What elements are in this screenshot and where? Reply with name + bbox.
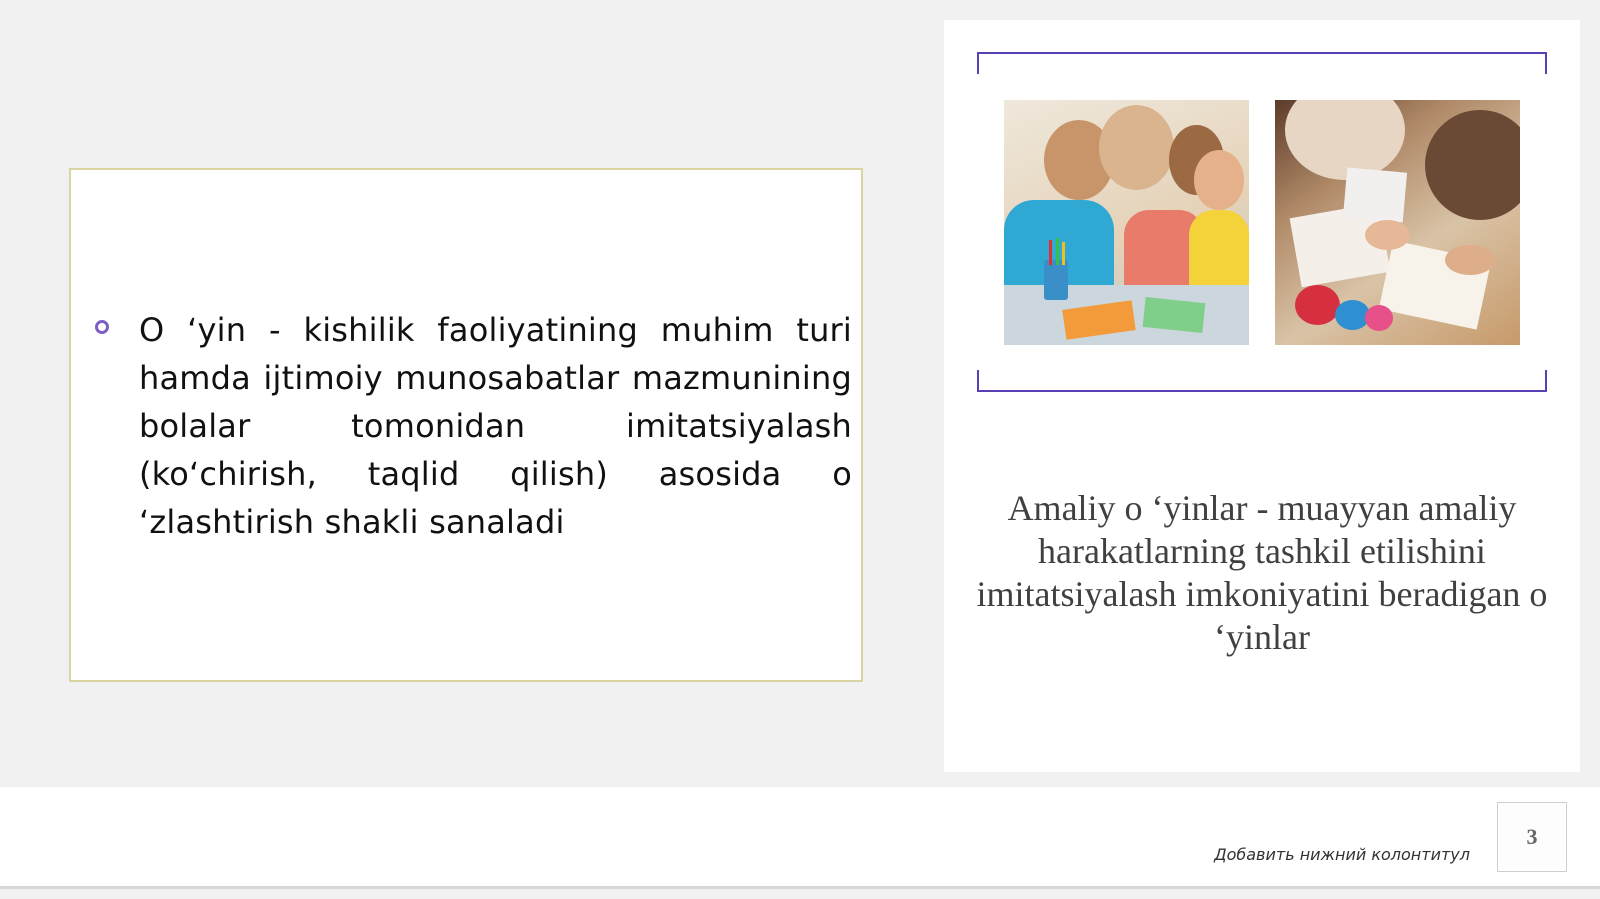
footer-placeholder[interactable]: Добавить нижний колонтитул bbox=[1214, 845, 1470, 864]
slide-footer bbox=[0, 787, 1600, 887]
body-text[interactable]: O ‘yin - kishilik faoliyatining muhim turi hamda ijtimoiy munosabatlar mazmunining bolalar tomonidan imitatsiyalash (ko‘chirish, taqlid qilish) asosida o ‘zlashtirish shakli sanaladi bbox=[139, 311, 852, 541]
slide-number: 3 bbox=[1526, 824, 1538, 849]
slide-number-box[interactable] bbox=[1497, 802, 1567, 872]
photo-children-drawing[interactable] bbox=[1004, 100, 1249, 345]
bullet-icon bbox=[95, 320, 109, 334]
frame-bottom-bracket bbox=[977, 370, 1547, 392]
footer-divider bbox=[0, 886, 1600, 889]
right-panel bbox=[944, 20, 1580, 772]
image-caption[interactable]: Amaliy o ‘yinlar - muayyan amaliy harakatlarning tashkil etilishini imitatsiyalash imkoniyatini beradigan o ‘yinlar bbox=[976, 488, 1548, 657]
body-text-box[interactable] bbox=[69, 168, 863, 682]
photo-children-crafts[interactable] bbox=[1275, 100, 1520, 345]
frame-top-bracket bbox=[977, 52, 1547, 74]
